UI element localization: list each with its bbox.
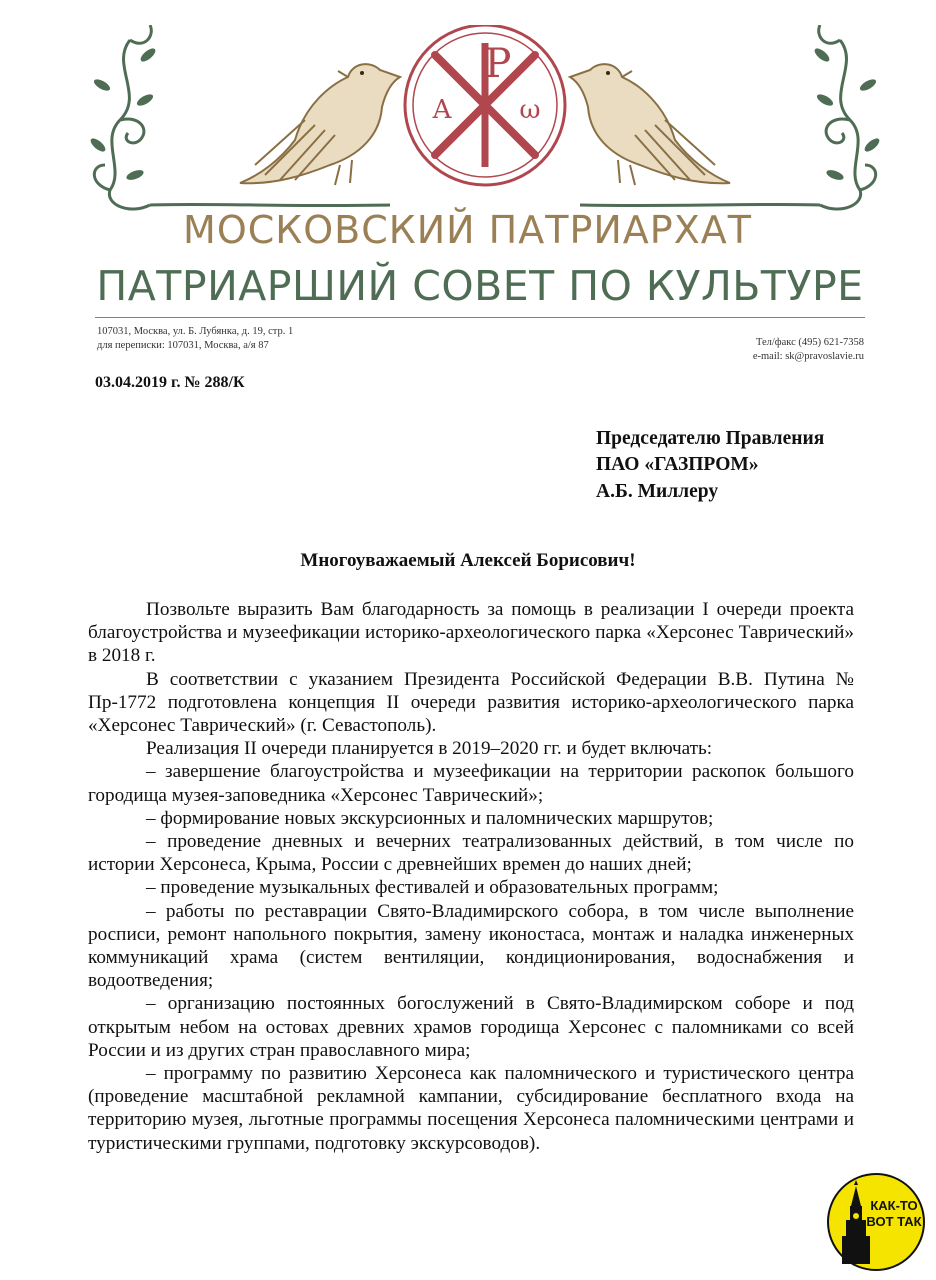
body-paragraph-2: В соответствии с указанием Президента Российской Федерации В.В. Путина № Пр-1772 подготовлена концепция II очереди развития историко-археологического парка «Херсонес Таврический» (г. Севастополь). [88,668,854,737]
address-line2: для переписки: 107031, Москва, а/я 87 [97,340,269,351]
letterhead-divider [95,317,865,318]
list-item: – формирование новых экскурсионных и паломнических маршрутов; [146,807,714,829]
list-item: – организацию постоянных богослужений в Свято-Владимирском соборе и под открытым небом на остовах древних храмов городища Херсонес с паломниками со всей России и из других стран православного мира; [88,993,854,1061]
emblem-omega: ω [519,95,541,125]
list-item: – работы по реставрации Свято-Владимирского собора, в том числе выполнение росписи, ремонт напольного покрытия, замену иконостаса, монтаж и наладка инженерных коммуникаций храма (систем вентиляции, кондиционирования, водоснабжения и водоотведения; [88,900,854,992]
address-line1: 107031, Москва, ул. Б. Лубянка, д. 19, стр. 1 [97,326,294,337]
salutation: Многоуважаемый Алексей Борисович! [300,550,636,571]
letter-body [88,598,854,1155]
right-dove-icon [570,64,730,185]
addressee-title: Председателю Правления [596,428,825,449]
org-name-line2: ПАТРИАРШИЙ СОВЕТ ПО КУЛЬТУРЕ [96,262,864,310]
emblem-rho: P [484,41,512,87]
left-dove-icon [240,64,400,185]
org-name-line1: МОСКОВСКИЙ ПАТРИАРХАТ [183,208,752,252]
letterhead-crest [90,25,880,230]
postal-address [97,325,293,353]
body-paragraph-3: Реализация II очереди планируется в 2019–2020 гг. и будет включать: [146,738,713,760]
watermark-line1: КАК-ТО [870,1198,918,1213]
addressee-name: А.Б. Миллеру [596,481,719,502]
watermark-line2: ВОТ ТАК [866,1214,922,1229]
emblem-alpha: A [432,95,452,125]
letter-reference: 03.04.2019 г. № 288/К [95,374,245,391]
list-item: – проведение музыкальных фестивалей и образовательных программ; [146,877,719,899]
body-paragraph-1: Позвольте выразить Вам благодарность за помощь в реализации I очереди проекта благоустройства и музеефикации историко-археологического парка «Херсонес Таврический» в 2018 г. [88,599,854,667]
phone-fax: Тел/факс (495) 621-7358 [755,337,864,348]
watermark-badge [826,1172,926,1272]
addressee-company: ПАО «ГАЗПРОМ» [596,454,759,475]
list-item: – программу по развитию Херсонеса как паломнического и туристического центра (проведение масштабной рекламной кампании, субсидирование бесплатного входа на территорию музея, льготные программы посещения Херсонеса паломническими центрами и туристическими группами, подготовку экскурсоводов). [88,1063,854,1154]
chi-rho-emblem-icon [405,25,565,185]
contact-info [753,336,864,364]
email-address: e-mail: sk@pravoslavie.ru [752,351,864,362]
list-item: – проведение дневных и вечерних театрализованных действий, в том числе по истории Херсонеса, Крыма, России с древнейших времен до наших дней; [88,831,854,876]
list-item: – завершение благоустройства и музеефикации на территории раскопок большого городища музея-заповедника «Херсонес Таврический»; [88,761,854,806]
